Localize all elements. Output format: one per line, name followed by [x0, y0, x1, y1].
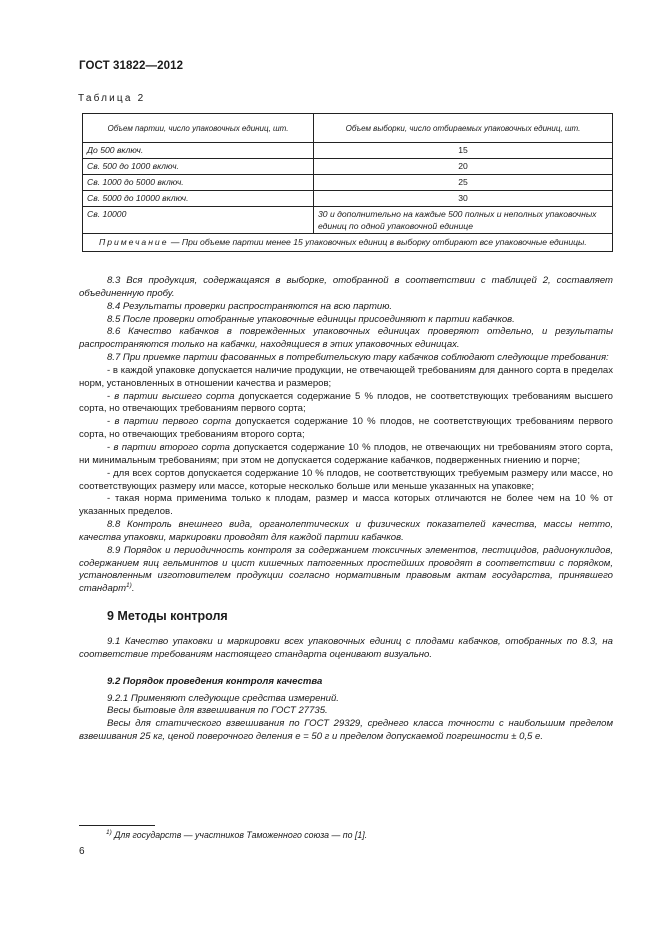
cell-sample-size: 30: [314, 191, 613, 207]
list-item: [79, 416, 613, 442]
paragraph-9-2-1: 9.2.1 Применяют следующие средства измерений.: [107, 692, 339, 704]
grade-phrase: в партии второго сорта: [113, 441, 230, 453]
table-caption: Таблица 2: [78, 93, 146, 104]
footnote-divider: [79, 825, 155, 826]
dash: -: [107, 441, 114, 453]
list-item: [79, 442, 613, 468]
note-label: Примечание: [99, 237, 169, 247]
paragraph-scales-static: Весы для статического взвешивания по ГОСТ 29329, среднего класса точности с наибольшим пределом взвешивания 25 кг, ценой поверочного деления е = 50 г и пределом допускаемой погрешности ± 0,5 е.: [79, 718, 613, 743]
cell-sample-size: 25: [314, 175, 613, 191]
cell-sample-size: 15: [314, 143, 613, 159]
table-row: [83, 191, 613, 207]
paragraph-8-5: 8.5 После проверки отобранные упаковочные единицы присоединяют к партии кабачков.: [107, 313, 515, 325]
list-item-text: допускается содержание 5 % плодов, не соответствующих требованиям высшего сорта, но отвечающих требованиям первого сорта;: [79, 390, 613, 415]
grade-phrase: в партии высшего сорта: [114, 390, 235, 402]
table-note-row: [83, 234, 613, 252]
paragraph-8-8: 8.8 Контроль внешнего вида, органолептических и физических показателей качества, массы нетто, качества упаковки, маркировки проводят для каждой партии кабачков.: [79, 519, 613, 543]
footnote-ref[interactable]: 1): [126, 582, 132, 590]
cell-sample-size: 20: [314, 159, 613, 175]
paragraph-8-9: [79, 545, 613, 596]
paragraph-8-4: 8.4 Результаты проверки распространяются на всю партию.: [107, 300, 393, 312]
sample-size-table: [82, 113, 613, 252]
cell-lot-size: Св. 500 до 1000 включ.: [83, 159, 314, 175]
list-item-text: допускается содержание 10 % плодов, не отвечающих ни требованиям этого сорта, ни минимальным требованиям; при этом не допускается содержание кабачков, подверженных гниению и порче;: [79, 441, 613, 466]
section-9-title: 9 Методы контроля: [107, 609, 228, 624]
dash: -: [107, 416, 115, 428]
document-body: [79, 275, 613, 744]
paragraph-scales-household: Весы бытовые для взвешивания по ГОСТ 27735.: [107, 705, 328, 717]
table-row: [83, 175, 613, 191]
table-header-row: [83, 114, 613, 143]
list-item: [79, 391, 613, 417]
cell-lot-size: Св. 10000: [83, 207, 314, 234]
footnote-text: Для государств — участников Таможенного союза — по [1].: [111, 830, 368, 840]
list-item: - в каждой упаковке допускается наличие продукции, не отвечающей требованиям для данного сорта в пределах норм, установленных в отношении качества и размеров;: [79, 364, 613, 389]
cell-lot-size: До 500 включ.: [83, 143, 314, 159]
cell-sample-size: 30 и дополнительно на каждые 500 полных и неполных упаковочных единиц по одной упаковочной единице: [314, 207, 613, 234]
subsection-9-2-title: 9.2 Порядок проведения контроля качества: [107, 675, 323, 687]
list-item: - для всех сортов допускается содержание 10 % плодов, не соответствующих требуемым размеру или массе, но соответствующих размеру или массе, которые несколько больше или меньше указанных на упаковке;: [79, 467, 613, 492]
period: .: [131, 583, 135, 595]
column-header-lot-size: Объем партии, число упаковочных единиц, шт.: [83, 114, 314, 143]
list-item: - такая норма применима только к плодам, размер и масса которых отличаются не более чем на 10 % от указанных пределов.: [79, 493, 613, 518]
column-header-sample-size: Объем выборки, число отбираемых упаковочных единиц, шт.: [314, 114, 613, 143]
paragraph-8-9-text: 8.9 Порядок и периодичность контроля за содержанием токсичных элементов, пестицидов, радионуклидов, содержанием яиц гельминтов и цист кишечных патогенных простейших проводят в соответствии с порядком, установленным изготовителем продукции согласно нормативным правовым актам государства, принявшего стандарт: [79, 544, 613, 595]
footnote: [106, 830, 367, 840]
paragraph-8-7: 8.7 При приемке партии фасованных в потребительскую тару кабачков соблюдают следующие требования:: [107, 352, 609, 364]
grade-phrase: в партии первого сорта: [114, 416, 232, 428]
table-row: [83, 143, 613, 159]
cell-lot-size: Св. 5000 до 10000 включ.: [83, 191, 314, 207]
paragraph-8-6: 8.6 Качество кабачков в поврежденных упаковочных единицах проверяют отдельно, и результаты распространяются только на кабачки, находящиеся в этих упаковочных единицах.: [79, 326, 613, 351]
note-text: — При объеме партии менее 15 упаковочных единиц в выборку отбирают все упаковочные единицы.: [168, 237, 587, 247]
cell-lot-size: Св. 1000 до 5000 включ.: [83, 175, 314, 191]
dash: -: [107, 390, 115, 402]
table-row: [83, 159, 613, 175]
paragraph-9-1: 9.1 Качество упаковки и маркировки всех упаковочных единиц с плодами кабачков, отобранных по 8.3, на соответствие требованиям настоящего стандарта оценивают визуально.: [79, 636, 613, 660]
paragraph-8-3: 8.3 Вся продукция, содержащаяся в выборке, отобранной в соответствии с таблицей 2, составляет объединенную пробу.: [79, 275, 613, 299]
footnote-mark: 1): [106, 829, 112, 837]
page-number: 6: [79, 846, 85, 857]
list-item-text: допускается содержание 10 % плодов, не соответствующих требованиям первого сорта, но отвечающих требованиям второго сорта;: [79, 416, 613, 441]
table-row: [83, 207, 613, 234]
table-note: [83, 234, 613, 252]
document-header: ГОСТ 31822—2012: [79, 60, 184, 72]
